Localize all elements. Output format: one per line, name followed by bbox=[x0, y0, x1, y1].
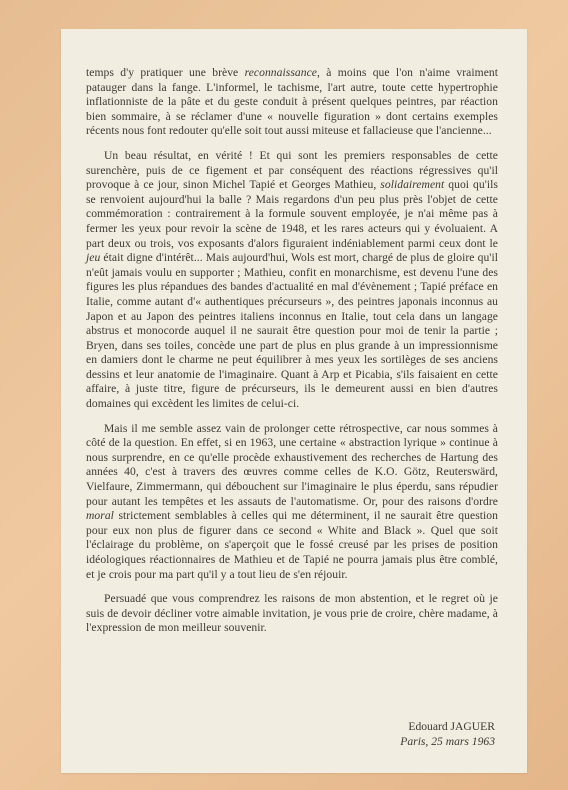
italic-run: solidairement bbox=[380, 178, 445, 192]
text-run: quoi qu'ils se renvoient aujourd'hui la balle ? Mais regardons d'un peu plus près l'objet de cette commémoration : contrairement à la formule souvent employée, je n'ai même pas à fermer les yeux pour revoir la scène de 1948, et les rares acteurs qui y évoluaient. A part deux ou trois, vos exposants d'alors figuraient indéniablement parmi ceux dont le bbox=[86, 178, 498, 250]
letter-card bbox=[61, 29, 527, 773]
paragraph bbox=[86, 592, 498, 636]
text-run: Persuadé que vous comprendrez les raisons de mon abstention, et le regret où je suis de devoir décliner votre aimable invitation, je vous prie de croire, chère madame, à l'expression de mon meilleur souvenir. bbox=[86, 592, 498, 635]
text-run: temps d'y pratiquer une brève bbox=[86, 66, 245, 79]
italic-run: moral bbox=[86, 509, 114, 523]
italic-run: jeu bbox=[86, 251, 101, 265]
signature-name: Edouard JAGUER bbox=[408, 720, 495, 733]
italic-run: reconnaissance bbox=[244, 66, 317, 79]
letter-body bbox=[86, 66, 498, 646]
text-run: Mais il me semble assez vain de prolonger cette rétrospective, car nous sommes à côté de la question. En effet, si en 1963, une certaine « abstraction lyrique » continue à nous surprendre, en ce qu'elle procède exhaustivement des recherches de Hartung des années 40, c'est à travers des œuvres comme celles de K.O. Götz, Reuterswärd, Vielfaure, Zimmermann, qui débouchent sur l'imaginaire le plus éperdu, sans répudier pour autant les tempêtes et les assauts de l'automatisme. Or, pour des raisons d'ordre bbox=[86, 421, 498, 508]
text-run: Un beau résultat, en vérité ! Et qui sont les premiers responsables de cette surenchère, puis de ce figement et par conséquent des réactions régressives qu'il provoque à ce jour, sinon Michel Tapié et Georges Mathieu, bbox=[86, 148, 498, 192]
text-run: était digne d'intérêt... Mais aujourd'hui, Wols est mort, chargé de plus de gloire qu'il n'eût jamais voulu en supporter ; Mathieu, confit en monarchisme, est devenu l'une des figures les plus répandues des bandes d'actualité en mal d'évènement ; Tapié préface en Italie, comme autant d'« authentiques précurseurs », des peintres japonais inconnus au Japon et au Japon des peintres italiens inconnus en Italie, tout cela dans un langage abstrus et monocorde auquel il ne saurait être question pour moi de tenir la partie ; Bryen, dans ses toiles, concède une part de plus en plus grande à un impressionnisme en damiers dont le charme ne peut équilibrer à mes yeux les sortilèges de ses anciens dessins et leur anatomie de l'imaginaire. Quant à Arp et Picabia, s'ils faisaient en cette affaire, à juste titre, figure de précurseurs, ils le demeurent aussi en bien d'autres domaines qui excèdent les limites de celui-ci. bbox=[86, 251, 498, 411]
paragraph bbox=[86, 422, 498, 583]
paragraph bbox=[86, 66, 498, 139]
text-run: , à moins que l'on n'aime vraiment patauger dans la fange. L'informel, le tachisme, l'art autre, toute cette hypertrophie inflationniste de la pâte et du geste conduit à présent quelques peintres, par réaction bien sommaire, à se réclamer d'une « nouvelle figuration » dont certains exemples récents nous font redouter qu'elle soit tout aussi miteuse et fallacieuse que l'ancienne... bbox=[86, 66, 499, 138]
paragraph bbox=[86, 149, 498, 412]
signature-date: Paris, 25 mars 1963 bbox=[400, 735, 495, 748]
signature-block bbox=[285, 719, 495, 749]
text-run: strictement semblables à celles qui me déterminent, il ne saurait être question pour eux non plus de figurer dans ce second « White and Black ». Quel que soit l'éclairage du problème, on s'aperçoit que le fossé creusé par les prises de position idéologiques réactionnaires de Mathieu et de Tapié ne pourra jamais plus être comblé, et je crois pour ma part qu'il y a tout lieu de s'en réjouir. bbox=[86, 509, 498, 581]
